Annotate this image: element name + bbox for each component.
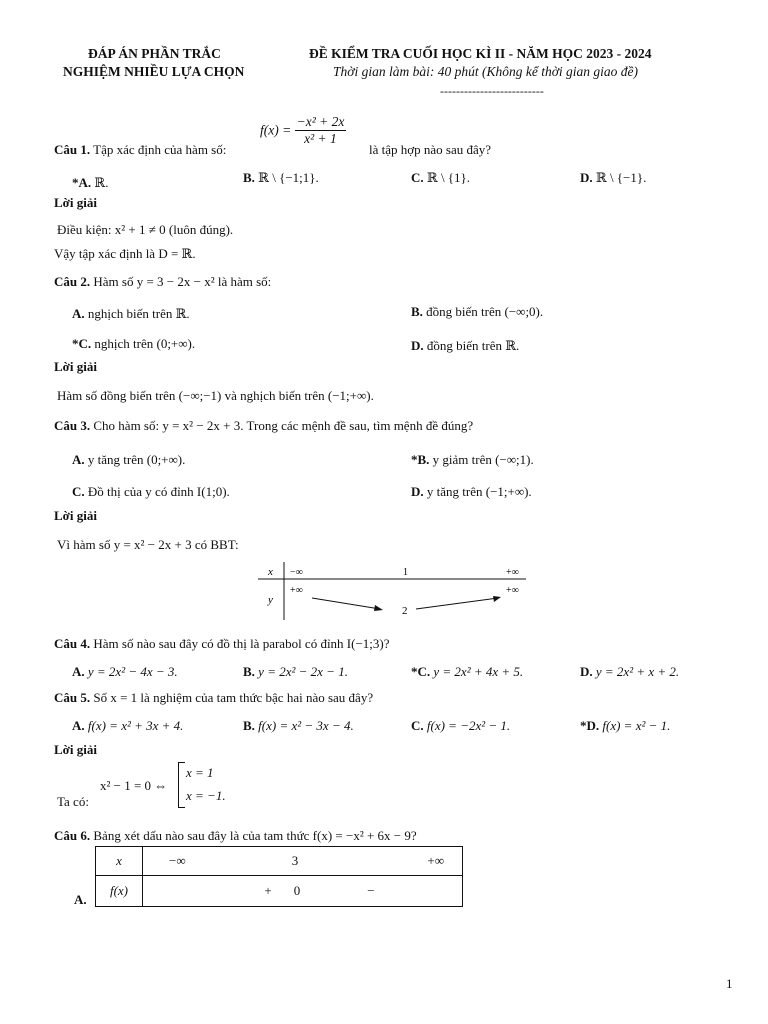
q3-option-a-mark: A. bbox=[72, 452, 85, 467]
q4-option-c-mark: *C. bbox=[411, 664, 431, 679]
q2-option-b-mark: B. bbox=[411, 304, 423, 319]
q1-option-a-value: ℝ. bbox=[94, 175, 109, 190]
q3-option-c-value: Đồ thị của y có đỉnh I(1;0). bbox=[87, 484, 230, 499]
q5-solution-prefix: Ta có: bbox=[57, 794, 89, 809]
q5-option-c-value: f(x) = −2x² − 1. bbox=[426, 718, 511, 733]
q2-solution-title: Lời giải bbox=[54, 359, 97, 374]
header-left-line1: ĐÁP ÁN PHẦN TRẮC bbox=[88, 46, 221, 61]
q2-text: Hàm số y = 3 − 2x − x² là hàm số: bbox=[93, 274, 272, 289]
q1-option-b-mark: B. bbox=[243, 170, 255, 185]
q2-option-c bbox=[72, 336, 195, 352]
q1-option-a-mark: *A. bbox=[72, 175, 92, 190]
q2-option-c-value: nghịch trên (0;+∞). bbox=[94, 336, 196, 351]
q3-solution-line1: Vì hàm số y = x² − 2x + 3 có BBT: bbox=[57, 537, 239, 552]
q4-label: Câu 4. bbox=[54, 636, 91, 651]
q5-option-d-value: f(x) = x² − 1. bbox=[602, 718, 671, 733]
q6-label: Câu 6. bbox=[54, 828, 91, 843]
q2-stem bbox=[54, 274, 271, 290]
q3-option-d-value: y tăng trên (−1;+∞). bbox=[426, 484, 532, 499]
q1-solution-title: Lời giải bbox=[54, 195, 97, 210]
q1-option-b bbox=[243, 170, 319, 186]
q2-option-b bbox=[411, 304, 543, 320]
q4-option-a bbox=[72, 664, 178, 680]
q5-solution-title: Lời giải bbox=[54, 742, 97, 757]
q1-option-b-value: ℝ \ {−1;1}. bbox=[258, 170, 319, 185]
q3-stem bbox=[54, 418, 473, 434]
q2-option-c-mark: *C. bbox=[72, 336, 92, 351]
q3-option-d bbox=[411, 484, 532, 500]
bbt-x-neg-inf: −∞ bbox=[290, 567, 303, 578]
q6-option-a-mark: A. bbox=[74, 892, 87, 907]
sign-table-f-plus: + bbox=[143, 876, 272, 907]
sign-table-f-minus: − bbox=[357, 876, 462, 907]
bbt-arrow-up bbox=[416, 598, 498, 609]
q5-option-a-mark: A. bbox=[72, 718, 85, 733]
q2-solution-line1: Hàm số đồng biến trên (−∞;−1) và nghịch biến trên (−1;+∞). bbox=[57, 388, 374, 403]
q3-label: Câu 3. bbox=[54, 418, 91, 433]
variation-table bbox=[258, 562, 530, 622]
q1-stem bbox=[54, 142, 226, 158]
q5-option-c bbox=[411, 718, 510, 734]
q5-case-bracket bbox=[178, 762, 185, 808]
q5-option-a bbox=[72, 718, 183, 734]
q1-option-c bbox=[411, 170, 470, 186]
q4-option-b bbox=[243, 664, 348, 680]
bbt-y-label: y bbox=[268, 594, 273, 606]
q5-text: Số x = 1 là nghiệm của tam thức bậc hai nào sau đây? bbox=[93, 690, 374, 705]
sign-table-x-pos-inf: +∞ bbox=[357, 847, 462, 876]
sign-table-f-zero: 0 bbox=[272, 876, 357, 907]
page-number: 1 bbox=[726, 976, 733, 991]
q1-label: Câu 1. bbox=[54, 142, 91, 157]
bbt-arrowhead-up bbox=[493, 596, 501, 602]
q6-text: Bảng xét dấu nào sau đây là của tam thức f(x) = −x² + 6x − 9? bbox=[93, 828, 417, 843]
q5-option-c-mark: C. bbox=[411, 718, 424, 733]
q4-option-b-mark: B. bbox=[243, 664, 255, 679]
q2-option-a-value: nghịch biến trên ℝ. bbox=[87, 306, 190, 321]
q1-fraction bbox=[295, 114, 347, 147]
q1-func-den: x² + 1 bbox=[304, 131, 337, 146]
bbt-arrowhead-down bbox=[374, 605, 383, 611]
q3-option-c bbox=[72, 484, 230, 500]
q2-option-d-mark: D. bbox=[411, 338, 424, 353]
q5-solution-case2: x = −1. bbox=[186, 788, 226, 803]
q2-label: Câu 2. bbox=[54, 274, 91, 289]
q3-option-a-value: y tăng trên (0;+∞). bbox=[87, 452, 186, 467]
q4-option-d bbox=[580, 664, 679, 680]
bbt-y-min: 2 bbox=[402, 605, 408, 617]
q4-stem bbox=[54, 636, 390, 652]
q5-option-d bbox=[580, 718, 670, 734]
q2-option-b-value: đồng biến trên (−∞;0). bbox=[426, 304, 544, 319]
bbt-y-left: +∞ bbox=[290, 585, 303, 596]
q1-func-lhs: f(x) = bbox=[260, 122, 292, 138]
q5-option-b-value: f(x) = x² − 3x − 4. bbox=[258, 718, 354, 733]
q2-option-d bbox=[411, 338, 519, 354]
header-dashes: -------------------------- bbox=[440, 84, 544, 98]
q1-text-after: là tập hợp nào sau đây? bbox=[369, 142, 492, 157]
q4-option-c bbox=[411, 664, 523, 680]
sign-table-x-neg-inf: −∞ bbox=[143, 847, 272, 876]
q1-func-num: −x² + 2x bbox=[296, 114, 345, 129]
header-right-line2: Thời gian làm bài: 40 phút (Không kể thời gian giao đề) bbox=[333, 64, 639, 79]
q5-solution-eq: x² − 1 = 0 ⇔ bbox=[100, 778, 168, 793]
bbt-x-pos-inf: +∞ bbox=[506, 567, 519, 578]
q4-option-a-mark: A. bbox=[72, 664, 85, 679]
q1-text: Tập xác định của hàm số: bbox=[93, 142, 227, 157]
q3-option-b bbox=[411, 452, 534, 468]
q4-option-a-value: y = 2x² − 4x − 3. bbox=[87, 664, 178, 679]
q3-option-d-mark: D. bbox=[411, 484, 424, 499]
q3-text: Cho hàm số: y = x² − 2x + 3. Trong các mệnh đề sau, tìm mệnh đề đúng? bbox=[93, 418, 474, 433]
q4-option-d-mark: D. bbox=[580, 664, 593, 679]
q3-option-c-mark: C. bbox=[72, 484, 85, 499]
bbt-x-label: x bbox=[268, 566, 273, 578]
q1-solution-line2: Vậy tập xác định là D = ℝ. bbox=[54, 246, 196, 261]
q4-option-b-value: y = 2x² − 2x − 1. bbox=[258, 664, 348, 679]
sign-table-f-head: f(x) bbox=[96, 876, 143, 907]
q4-option-d-value: y = 2x² + x + 2. bbox=[595, 664, 680, 679]
q5-option-a-value: f(x) = x² + 3x + 4. bbox=[87, 718, 184, 733]
sign-table-row-x bbox=[96, 847, 463, 876]
q1-function bbox=[260, 114, 346, 147]
bbt-y-right: +∞ bbox=[506, 585, 519, 596]
q1-option-a bbox=[72, 175, 108, 191]
q1-option-d-value: ℝ \ {−1}. bbox=[595, 170, 647, 185]
sign-table-x-head: x bbox=[96, 847, 143, 876]
bbt-arrow-down bbox=[312, 598, 380, 609]
q3-option-b-value: y giảm trên (−∞;1). bbox=[432, 452, 534, 467]
bbt-x-one: 1 bbox=[403, 567, 408, 578]
q1-option-c-mark: C. bbox=[411, 170, 424, 185]
q2-option-d-value: đồng biến trên ℝ. bbox=[426, 338, 520, 353]
sign-table bbox=[95, 846, 463, 907]
header-right-line1: ĐỀ KIỂM TRA CUỐI HỌC KÌ II - NĂM HỌC 2023 - 2024 bbox=[309, 46, 652, 61]
q1-solution-line1: Điều kiện: x² + 1 ≠ 0 (luôn đúng). bbox=[57, 222, 234, 237]
q5-option-d-mark: *D. bbox=[580, 718, 600, 733]
q2-option-a-mark: A. bbox=[72, 306, 85, 321]
q5-option-b bbox=[243, 718, 354, 734]
q1-option-d-mark: D. bbox=[580, 170, 593, 185]
q1-option-d bbox=[580, 170, 646, 186]
q3-solution-title: Lời giải bbox=[54, 508, 97, 523]
q5-stem bbox=[54, 690, 373, 706]
q1-option-c-value: ℝ \ {1}. bbox=[426, 170, 471, 185]
q3-option-b-mark: *B. bbox=[411, 452, 430, 467]
q5-option-b-mark: B. bbox=[243, 718, 255, 733]
sign-table-row-f bbox=[96, 876, 463, 907]
q5-solution-case1: x = 1 bbox=[186, 765, 214, 780]
q4-option-c-value: y = 2x² + 4x + 5. bbox=[433, 664, 524, 679]
sign-table-x-three: 3 bbox=[272, 847, 357, 876]
q5-label: Câu 5. bbox=[54, 690, 91, 705]
q4-text: Hàm số nào sau đây có đồ thị là parabol có đỉnh I(−1;3)? bbox=[93, 636, 390, 651]
header-left-line2: NGHIỆM NHIỀU LỰA CHỌN bbox=[63, 64, 245, 79]
q6-stem bbox=[54, 828, 417, 844]
q3-option-a bbox=[72, 452, 185, 468]
q2-option-a bbox=[72, 306, 190, 322]
